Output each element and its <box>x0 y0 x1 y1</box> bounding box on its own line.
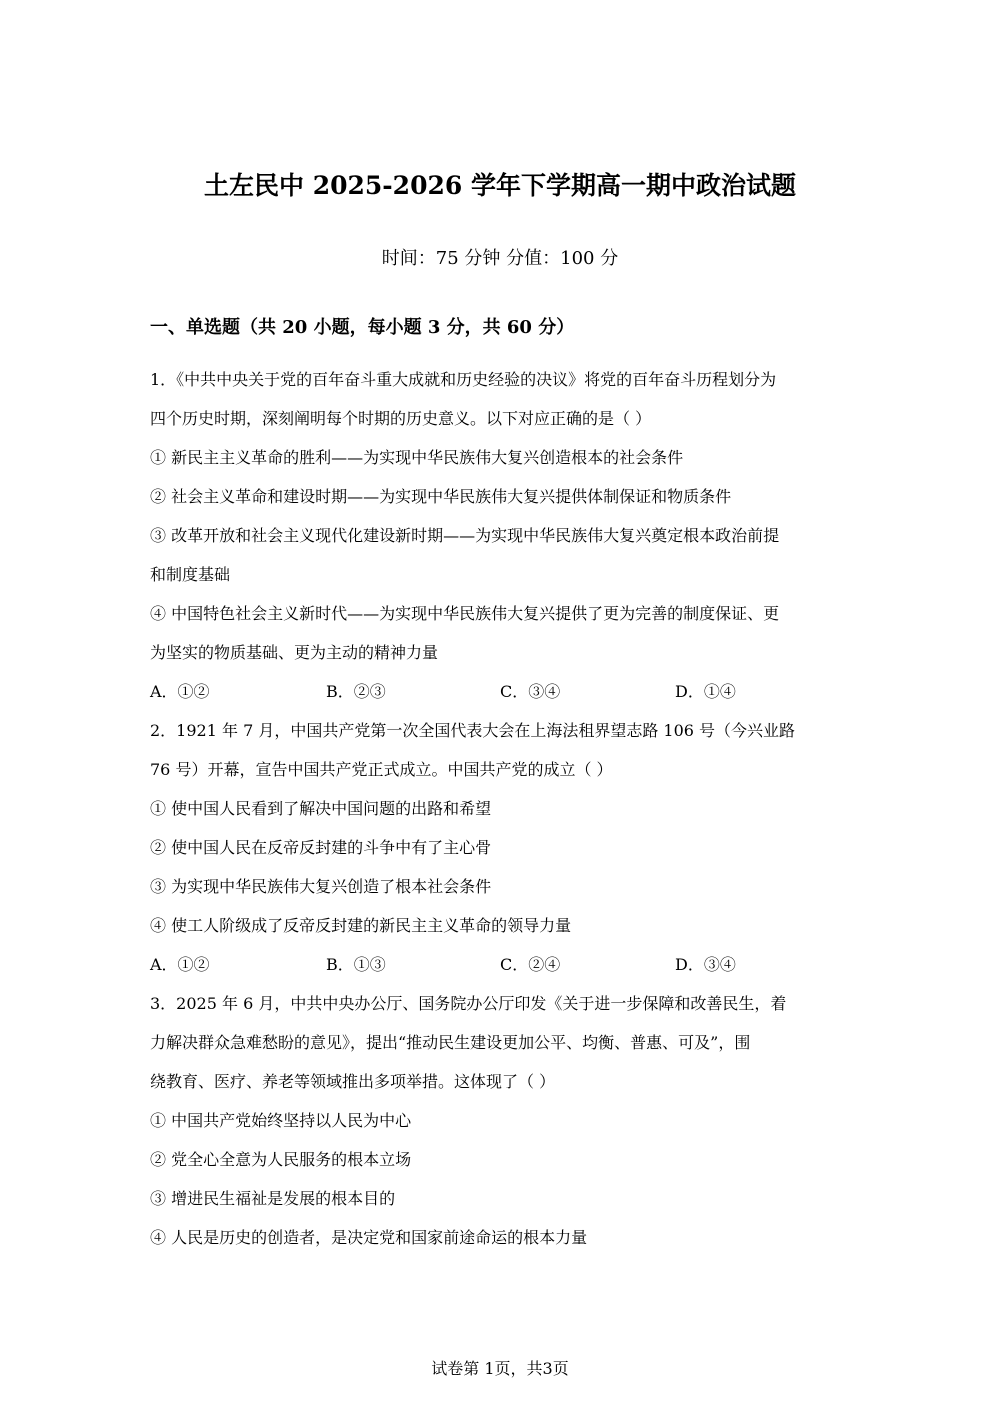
answer-options <box>150 672 850 711</box>
question-stem-line: 绕教育、医疗、养老等领域推出多项举措。这体现了（ ） <box>150 1072 556 1091</box>
statement-line: ④ 中国特色社会主义新时代——为实现中华民族伟大复兴提供了更为完善的制度保证、更 <box>150 604 780 623</box>
option-c[interactable]: C．②④ <box>500 955 561 974</box>
option-a[interactable]: A．①② <box>150 955 210 974</box>
statement-line: ③ 为实现中华民族伟大复兴创造了根本社会条件 <box>150 877 492 896</box>
question-stem-line: 3．2025 年 6 月，中共中央办公厅、国务院办公厅印发《关于进一步保障和改善民生，着 <box>150 994 787 1013</box>
statement-line: ① 新民主主义革命的胜利——为实现中华民族伟大复兴创造根本的社会条件 <box>150 448 684 467</box>
question-stem-line: 四个历史时期，深刻阐明每个时期的历史意义。以下对应正确的是（ ） <box>150 409 652 428</box>
statement-line: ④ 人民是历史的创造者，是决定党和国家前途命运的根本力量 <box>150 1228 588 1247</box>
question-2 <box>150 711 850 984</box>
statement-line: ① 中国共产党始终坚持以人民为中心 <box>150 1111 412 1130</box>
question-list <box>150 360 850 1257</box>
statement-line: ④ 使工人阶级成了反帝反封建的新民主主义革命的领导力量 <box>150 916 572 935</box>
statement-line: ③ 增进民生福祉是发展的根本目的 <box>150 1189 396 1208</box>
question-1 <box>150 360 850 711</box>
option-b[interactable]: B．②③ <box>326 682 386 701</box>
statement-line: ① 使中国人民看到了解决中国问题的出路和希望 <box>150 799 492 818</box>
option-a[interactable]: A．①② <box>150 682 210 701</box>
exam-title: 土左民中 2025-2026 学年下学期高一期中政治试题 <box>204 171 796 200</box>
statement-line: 和制度基础 <box>150 565 231 584</box>
section-heading: 一、单选题（共 20 小题，每小题 3 分，共 60 分） <box>150 317 575 338</box>
question-3 <box>150 984 850 1257</box>
page-footer: 试卷第 1页，共3页 <box>431 1359 569 1378</box>
option-d[interactable]: D．①④ <box>675 682 736 701</box>
question-stem-line: 2．1921 年 7 月，中国共产党第一次全国代表大会在上海法租界望志路 106 号（今兴业路 <box>150 721 796 740</box>
question-stem-line: 1．《中共中央关于党的百年奋斗重大成就和历史经验的决议》将党的百年奋斗历程划分为 <box>150 370 777 389</box>
option-c[interactable]: C．③④ <box>500 682 561 701</box>
question-stem-line: 76 号）开幕，宣告中国共产党正式成立。中国共产党的成立（ ） <box>150 760 613 779</box>
statement-line: ② 使中国人民在反帝反封建的斗争中有了主心骨 <box>150 838 492 857</box>
question-stem-line: 力解决群众急难愁盼的意见》，提出“推动民生建设更加公平、均衡、普惠、可及”，围 <box>150 1033 751 1052</box>
statement-line: ② 党全心全意为人民服务的根本立场 <box>150 1150 412 1169</box>
statement-line: ③ 改革开放和社会主义现代化建设新时期——为实现中华民族伟大复兴奠定根本政治前提 <box>150 526 780 545</box>
statement-line: 为坚实的物质基础、更为主动的精神力量 <box>150 643 439 662</box>
exam-time-score: 时间：75 分钟 分值：100 分 <box>381 248 619 269</box>
option-b[interactable]: B．①③ <box>326 955 386 974</box>
option-d[interactable]: D．③④ <box>675 955 736 974</box>
statement-line: ② 社会主义革命和建设时期——为实现中华民族伟大复兴提供体制保证和物质条件 <box>150 487 732 506</box>
answer-options <box>150 945 850 984</box>
